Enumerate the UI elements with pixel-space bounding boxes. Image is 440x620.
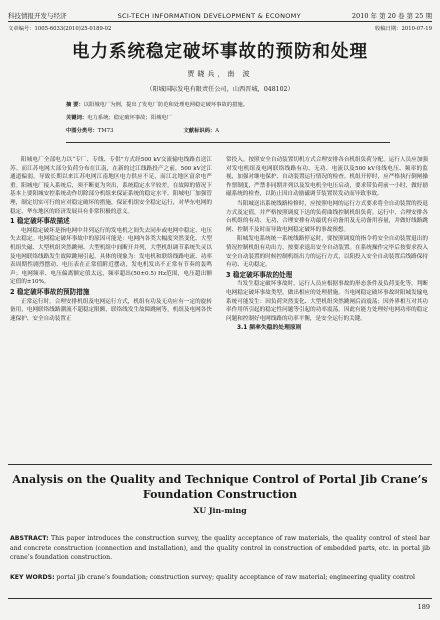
keywords-zh <box>66 114 390 123</box>
english-keywords-text: portal jib crane’s foundation; construction survey; quality acceptance of raw material; engineering quality control <box>56 574 415 581</box>
classification-line <box>66 127 390 136</box>
section-heading: 1 稳定破坏事故描述 <box>10 217 70 226</box>
paper-title: 电力系统稳定破坏事故的预防和处理 <box>72 42 368 62</box>
issue-info: 2010 年 第 20 卷 第 25 期 <box>351 12 432 20</box>
english-keywords <box>10 573 430 583</box>
keywords-text: 电力系统；稳定破坏事故；阳城电厂 <box>87 115 172 121</box>
paragraph: 电网稳定破坏是指电网中并列运行的发电机之间失去同步或电网中稳定、电压失去稳定。电网稳定破坏事故中的原因可能是：电网内各类大幅度突然变化、大型机组失磁、大型机组突然跳闸、大型机组中间断开并列，大型机组调节系统失灵以及电网联络线路发生故障跳闸引起。具体的现象为：发电机和联络线路电流、功率表周期性剧烈摆动、电压表在正常值附近摆动，发电机发出不正常有节奏的轰鸣声；电网频率、电压偏离额定值太远，频率超出(50±0.5) Hz范围，电压超出额定值的±10%。 <box>10 227 212 286</box>
english-section-rule <box>8 464 432 465</box>
doc-code-label: 文献标识码： <box>183 128 216 134</box>
english-title: Analysis on the Quality and Technique Control of Portal Jib Crane’s Foundation Construction <box>12 473 428 501</box>
author-names: 贾晓兵，南 波 <box>187 70 253 78</box>
header-rule <box>8 21 432 22</box>
abstract-rule <box>66 142 390 143</box>
running-header <box>8 6 432 20</box>
english-keywords-label: KEY WORDS: <box>10 574 55 581</box>
class-value: TM73 <box>97 128 114 134</box>
doc-code-value: A <box>215 128 220 134</box>
article-number: 文章编号：1005-6033(2010)25-0189-02 <box>8 26 112 32</box>
section-heading: 2 稳定破坏事故的预防措施 <box>10 287 90 296</box>
paragraph: 正常运行时，合理安排机组及电网运行方式，机组有功及无功应有一定的旋转备用，电网联络线路潮流不超稳定限额，联络线发生故障跳闸等，机组及电网各快速保护、安全自动装置正 <box>10 298 212 322</box>
paragraph: 阳城发电系统统一系统线路停运时，要按照调度的指令将安全自动装置退出的情况控制机组有功出力，按要求退出安全自动装置。在系统操作完毕后按要求投入安全自动装置的时候控制机组出力的运行方式，以阳投入安全自动装置后线路保持有功、无功稳定。 <box>226 236 428 269</box>
paragraph: 阳城电厂全部电力以“专厂、专线、专供”方式经500 kV交流输电线路直送江苏。而江苏电网大部分负荷分布在江南，在新的过江线路投产之前，500 kV过江通道偏弱，导致长期以来江苏电网江南地区电力供应不足，而江北地区富余电严重。阳城电厂接入系统后，须不断更为突出，系统稳定水平较差，在故障的情况下基本上要阳城安控系统动作切除部分机组来保证系统的稳定水平。阳城电厂加强管理，制定切实可行的应对稳定破坏的措施，保证机组安全稳定运行，对华东电网的稳定、华东地区的经济发展具有非常积极的意义。 <box>10 157 212 215</box>
english-abstract-label: ABSTRACT: <box>10 535 49 542</box>
abstract-label: 摘 要： <box>66 102 84 108</box>
journal-name-en: SCI-TECH INFORMATION DEVELOPMENT & ECONOMY <box>117 12 301 20</box>
class-label: 中图分类号： <box>66 128 98 134</box>
article-meta <box>8 24 432 32</box>
section-heading: 3 稳定破坏事故的处理 <box>226 270 293 279</box>
journal-name: 科技情报开发与经济 <box>8 12 67 20</box>
english-abstract-text: This paper introduces the construction survey, the quality acceptance of raw materials, the quality control of steel bar and concrete construction (connection and installation), and the quality control in construction of embedded parts, etc. in portal jib crane’s foundation construction. <box>10 535 430 562</box>
paragraph: 常投入。按照安全自动装置切机方式合理安排各台机组负荷分配，运行人员应加强对发电机组及电网联络线路有功、无功、电流以及500 kV母线电压、频率的监视，加强对继电保护、自动装置运行情况的检查。机组开停时，应严格执行倒闸操作票制度，严禁非同期并列以及发电机全电压启动，要求带负荷前一小时，做好励磁系统的检查，以防止因自动励磁调节装置误发动而导致事故。 <box>226 157 428 198</box>
body-column-left <box>10 156 212 324</box>
author-affiliation: （阳城国际发电有限责任公司，山西晋城，048102） <box>146 86 294 93</box>
paragraph: 当阳城送出系统线路检修时，应按照电网的运行方式要求将全自动装置的投退方式及定值，并严格按照调度下达的负荷曲线控制机组负荷。运行中，合理安排各台机组的有功、无功，合理安排有功最优有功备用及无功备用容量，并做好线路跳闸、控制不及时而导致电网稳定破坏的事故预想。 <box>226 200 428 233</box>
paragraph: 当发生稳定破坏事故时，运行人员应根据事故的形态条件及负荷变化等，判断电网稳定破坏事故类型，做出相应的处理措施。当电网稳定破坏事故时阳城发输电系统可能发生：因负荷突然变化、大型机组突然跳闸后而震荡；因外界相互对其功率作用所引起的稳定性问题等引起的功率震荡。因此有能力处理好电网功率的稳定问题和控制好电网线路的功率平衡，是安全运行的关键。 <box>226 281 428 322</box>
english-author: XU Jin-ming <box>193 506 247 515</box>
subsection-heading: 3.1 频率失稳的处理原则 <box>237 325 302 332</box>
page-number: 189 <box>417 603 430 611</box>
body-column-right <box>226 156 428 334</box>
english-abstract <box>10 534 430 563</box>
abstract-zh <box>66 101 390 110</box>
received-date: 收稿日期：2010-07-19 <box>374 26 432 32</box>
footer-rule <box>8 598 432 599</box>
abstract-text: 以阳城电厂为例，提出了发电厂防范和处理电网稳定破坏事故的措施。 <box>83 102 248 108</box>
keywords-label: 关键词： <box>66 115 88 121</box>
